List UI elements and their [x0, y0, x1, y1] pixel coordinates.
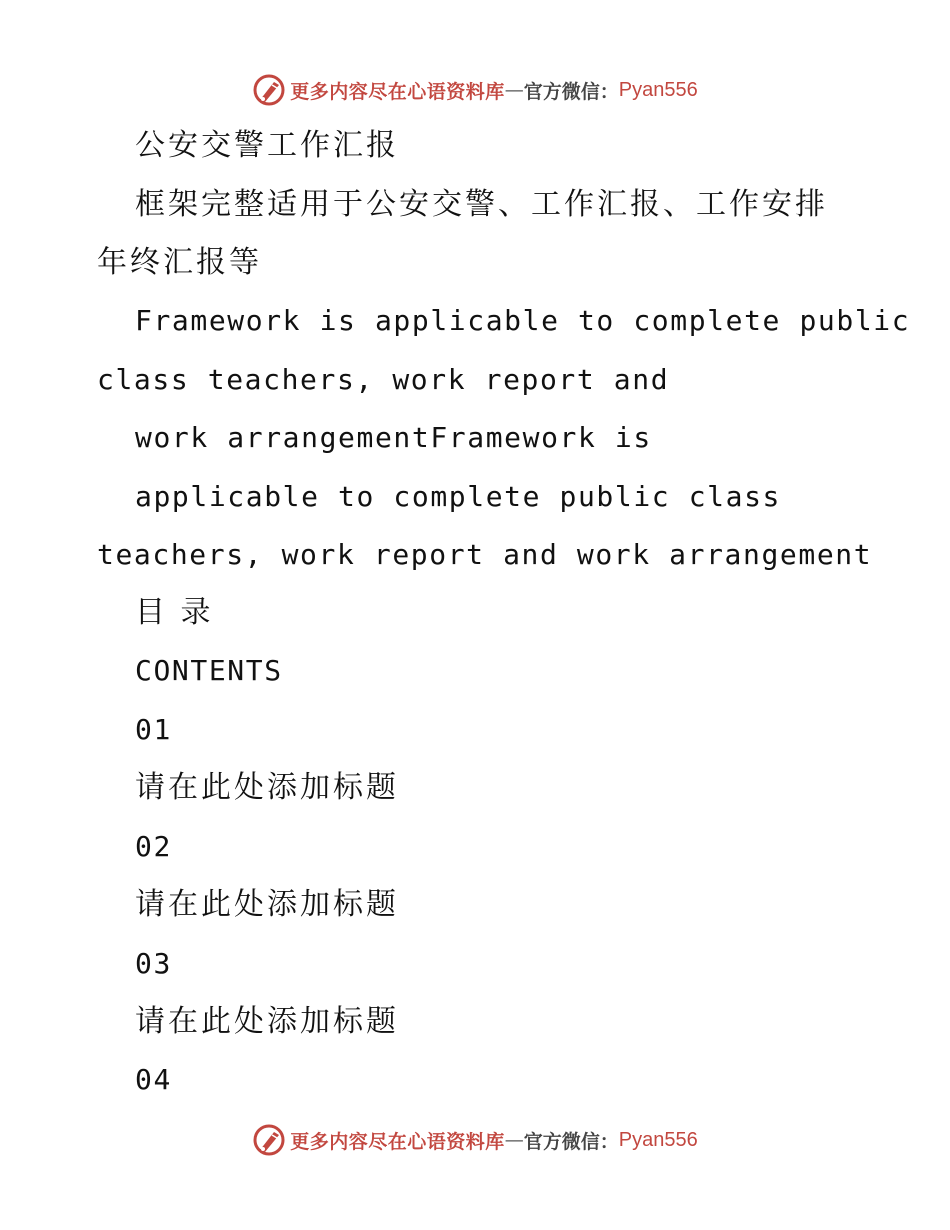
footer-watermark: [0, 1120, 950, 1160]
document-title: 公安交警工作汇报: [135, 128, 399, 163]
subtitle-line-1: 框架完整适用于公安交警、工作汇报、工作安排: [135, 187, 828, 222]
toc-item-number-01: 01: [135, 713, 172, 746]
watermark-brand-text: 更多内容尽在心语资料库: [290, 80, 505, 103]
watermark-wechat-id: Pyan556: [618, 78, 698, 101]
watermark-separator: —: [504, 79, 524, 101]
watermark-wechat-label: 官方微信：: [523, 80, 619, 103]
english-line-2: class teachers, work report and: [97, 363, 670, 396]
english-line-3: work arrangementFramework is: [135, 421, 652, 454]
toc-heading: 目 录: [135, 595, 214, 630]
subtitle-line-2: 年终汇报等: [97, 245, 262, 280]
english-line-4: applicable to complete public class: [135, 480, 782, 513]
watermark-separator: —: [504, 1129, 524, 1151]
toc-item-number-03: 03: [135, 947, 172, 980]
watermark-wechat-id: Pyan556: [618, 1128, 698, 1151]
watermark-brand-text: 更多内容尽在心语资料库: [290, 1130, 505, 1153]
watermark-wechat-label: 官方微信：: [523, 1130, 619, 1153]
toc-heading-en: CONTENTS: [135, 654, 283, 687]
toc-item-number-02: 02: [135, 830, 172, 863]
toc-item-title-02: 请在此处添加标题: [135, 887, 399, 922]
toc-item-title-03: 请在此处添加标题: [135, 1004, 399, 1039]
english-line-5: teachers, work report and work arrangement: [97, 538, 873, 571]
toc-item-number-04: 04: [135, 1063, 172, 1096]
toc-item-title-01: 请在此处添加标题: [135, 770, 399, 805]
quill-pen-logo-icon: [252, 1123, 286, 1157]
english-line-1: Framework is applicable to complete public: [135, 304, 911, 337]
